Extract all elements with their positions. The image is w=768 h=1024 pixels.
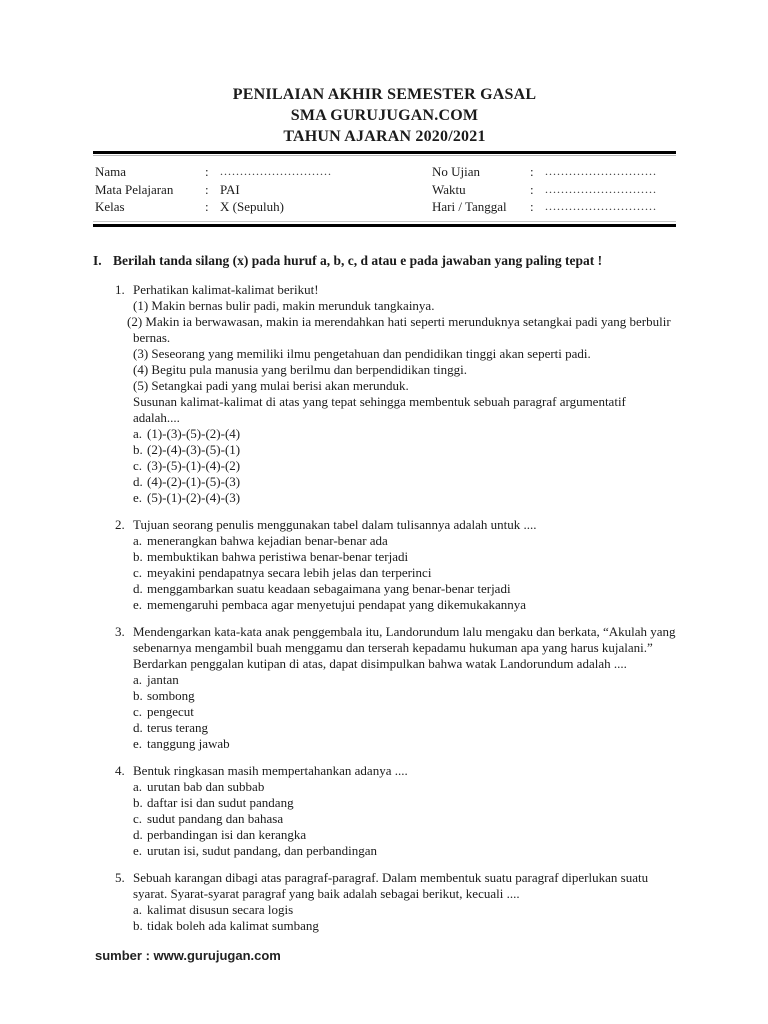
info-row-no-ujian	[432, 163, 676, 181]
option-letter: e.	[133, 735, 143, 751]
answer-option	[133, 672, 676, 688]
no-ujian-label: No Ujian	[432, 164, 481, 179]
option-letter: e.	[133, 842, 143, 858]
option-text: urutan isi, sudut pandang, dan perbandingan	[147, 842, 377, 858]
option-text: terus terang	[147, 719, 209, 735]
answer-option	[133, 779, 676, 795]
info-row-mata-pelajaran	[95, 181, 432, 199]
nama-label: Nama	[95, 164, 127, 179]
questions-list	[93, 282, 676, 934]
info-row-waktu	[432, 181, 676, 199]
answer-option	[133, 458, 676, 474]
question-number: 3.	[115, 623, 125, 639]
footer-source: sumber : www.gurujugan.com	[95, 948, 281, 963]
answer-option	[133, 902, 676, 918]
option-text: pengecut	[147, 703, 194, 719]
option-text: (1)-(3)-(5)-(2)-(4)	[147, 425, 241, 441]
answer-option	[133, 736, 676, 752]
option-text: perbandingan isi dan kerangka	[147, 826, 307, 842]
answer-option	[133, 795, 676, 811]
option-text: (3)-(5)-(1)-(4)-(2)	[147, 457, 241, 473]
answer-option	[133, 811, 676, 827]
option-text: urutan bab dan subbab	[147, 778, 265, 794]
option-letter: a.	[133, 778, 143, 794]
option-letter: c.	[133, 703, 143, 719]
option-letter: d.	[133, 580, 143, 596]
option-letter: b.	[133, 794, 143, 810]
option-letter: c.	[133, 564, 143, 580]
option-letter: c.	[133, 457, 143, 473]
mata-pelajaran-label: Mata Pelajaran	[95, 181, 174, 197]
answer-option	[133, 918, 676, 934]
option-text: membuktikan bahwa peristiwa benar-benar terjadi	[147, 548, 409, 564]
option-letter: a.	[133, 532, 143, 548]
question-text-line: Mendengarkan kata-kata anak penggembala itu, Landorundum lalu mengaku dan berkata, “Akulah yang sebenarnya mengambil buah menggamu dan terserah kepadamu hukuman apa yang harus kujalani.”	[133, 623, 676, 655]
info-left-column	[95, 163, 432, 216]
answer-option	[133, 549, 676, 565]
exam-title-block	[93, 84, 676, 147]
option-letter: e.	[133, 596, 143, 612]
question-text-line: Sebuah karangan dibagi atas paragraf-paragraf. Dalam membentuk suatu paragraf diperlukan suatu syarat. Syarat-syarat paragraf yang baik adalah sebagai berikut, kecuali ....	[133, 869, 649, 901]
option-letter: e.	[133, 489, 143, 505]
header-rule-bottom	[93, 224, 676, 227]
option-text: (2)-(4)-(3)-(5)-(1)	[147, 441, 241, 457]
colon-separator: :	[205, 199, 209, 214]
option-letter: a.	[133, 671, 143, 687]
colon-separator: :	[530, 199, 534, 214]
option-letter: b.	[133, 917, 143, 933]
no-ujian-blank-field: ............................	[545, 164, 657, 178]
question-text-line: (4) Begitu pula manusia yang berilmu dan berpendidikan tinggi.	[133, 361, 467, 377]
option-text: menerangkan bahwa kejadian benar-benar ada	[147, 532, 388, 548]
question-body	[133, 870, 676, 934]
question-number: 4.	[115, 762, 125, 778]
exam-title-line-3: TAHUN AJARAN 2020/2021	[283, 128, 486, 145]
exam-title-line-2: SMA GURUJUGAN.COM	[290, 107, 479, 124]
option-letter: d.	[133, 473, 143, 489]
question-text-line: Bentuk ringkasan masih mempertahankan adanya ....	[133, 762, 408, 778]
option-text: sombong	[147, 687, 195, 703]
option-letter: d.	[133, 719, 143, 735]
option-text: tanggung jawab	[147, 735, 230, 751]
answer-option	[133, 442, 676, 458]
answer-option	[133, 426, 676, 442]
answer-option	[133, 490, 676, 506]
question-number: 2.	[115, 516, 125, 532]
section-instruction: Berilah tanda silang (x) pada huruf a, b, c, d atau e pada jawaban yang paling tepat !	[113, 252, 603, 268]
question-body	[133, 517, 676, 613]
question-number: 1.	[115, 281, 125, 297]
question-text-line: (5) Setangkai padi yang mulai berisi akan merunduk.	[133, 377, 409, 393]
colon-separator: :	[530, 181, 534, 197]
option-letter: d.	[133, 826, 143, 842]
option-text: (4)-(2)-(1)-(5)-(3)	[147, 473, 241, 489]
waktu-label: Waktu	[432, 181, 466, 197]
question-text-line: Susunan kalimat-kalimat di atas yang tepat sehingga membentuk sebuah paragraf argumentatif adalah....	[133, 393, 626, 425]
answer-option	[133, 533, 676, 549]
answer-option	[133, 827, 676, 843]
question-body	[133, 624, 676, 752]
colon-separator: :	[205, 164, 209, 179]
answer-option	[133, 688, 676, 704]
question-number: 5.	[115, 869, 125, 885]
option-text: daftar isi dan sudut pandang	[147, 794, 294, 810]
option-letter: c.	[133, 810, 143, 826]
question-text-line: (2) Makin ia berwawasan, makin ia merendahkan hati seperti merunduknya setangkai padi yang berbulir bernas.	[127, 313, 671, 345]
option-letter: a.	[133, 901, 143, 917]
option-text: jantan	[147, 671, 179, 687]
option-text: meyakini pendapatnya secara lebih jelas dan terperinci	[147, 564, 432, 580]
question-item	[93, 282, 676, 506]
question-text-line: Berdarkan penggalan kutipan di atas, dapat disimpulkan bahwa watak Landorundum adalah ....	[133, 655, 627, 671]
waktu-blank-field: ............................	[545, 181, 657, 196]
answer-option	[133, 581, 676, 597]
question-body	[133, 763, 676, 859]
question-item	[93, 763, 676, 859]
option-text: tidak boleh ada kalimat sumbang	[147, 917, 319, 933]
option-letter: a.	[133, 425, 143, 441]
colon-separator: :	[205, 181, 209, 197]
option-text: menggambarkan suatu keadaan sebagaimana yang benar-benar terjadi	[147, 580, 511, 596]
question-text-line: (3) Seseorang yang memiliki ilmu pengetahuan dan pendidikan tinggi akan seperti padi.	[133, 345, 591, 361]
question-text-line: (1) Makin bernas bulir padi, makin merunduk tangkainya.	[133, 297, 435, 313]
answer-option	[133, 597, 676, 613]
question-text-line: Tujuan seorang penulis menggunakan tabel dalam tulisannya adalah untuk ....	[133, 516, 537, 532]
answer-option	[133, 704, 676, 720]
mata-pelajaran-value: PAI	[220, 181, 240, 197]
kelas-value: X (Sepuluh)	[220, 199, 284, 214]
info-row-nama	[95, 163, 432, 181]
option-letter: b.	[133, 548, 143, 564]
option-text: kalimat disusun secara logis	[147, 901, 294, 917]
question-item	[93, 517, 676, 613]
colon-separator: :	[530, 164, 534, 179]
kelas-label: Kelas	[95, 199, 125, 214]
info-row-kelas	[95, 198, 432, 216]
option-text: (5)-(1)-(2)-(4)-(3)	[147, 489, 241, 505]
section-heading	[93, 252, 676, 269]
option-letter: b.	[133, 687, 143, 703]
answer-option	[133, 474, 676, 490]
question-item	[93, 870, 676, 934]
answer-option	[133, 843, 676, 859]
info-right-column	[432, 163, 676, 216]
hari-tanggal-label: Hari / Tanggal	[432, 199, 507, 214]
section-number: I.	[93, 252, 102, 268]
option-text: memengaruhi pembaca agar menyetujui pendapat yang dikemukakannya	[147, 596, 527, 612]
nama-blank-field: ............................	[220, 164, 332, 178]
info-row-hari-tanggal	[432, 198, 676, 216]
hari-tanggal-blank-field: ............................	[545, 199, 657, 213]
student-info-form	[93, 154, 676, 224]
content-column	[93, 0, 676, 945]
question-item	[93, 624, 676, 752]
question-body	[127, 281, 676, 506]
question-text-line: Perhatikan kalimat-kalimat berikut!	[133, 281, 319, 297]
option-letter: b.	[133, 441, 143, 457]
answer-option	[133, 565, 676, 581]
exam-title-line-1: PENILAIAN AKHIR SEMESTER GASAL	[232, 86, 537, 103]
option-text: sudut pandang dan bahasa	[147, 810, 284, 826]
header-rule-top	[93, 151, 676, 154]
answer-option	[133, 720, 676, 736]
